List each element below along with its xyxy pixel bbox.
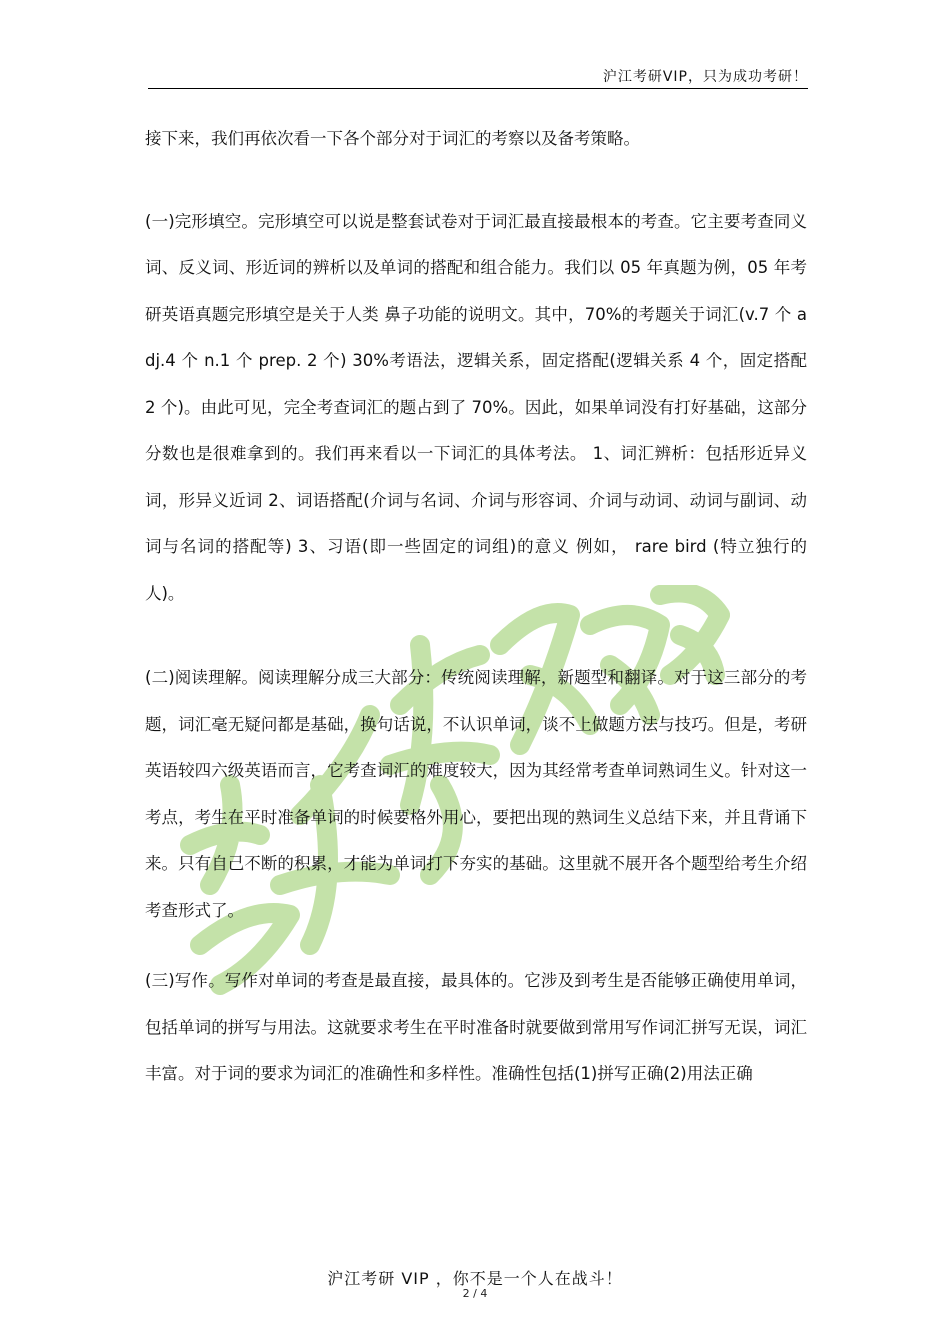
paragraph-cloze: (一)完形填空。完形填空可以说是整套试卷对于词汇最直接最根本的考查。它主要考查同义词、反义词、形近词的辨析以及单词的搭配和组合能力。我们以 05 年真题为例，05 年考研英语真题完形填空是关于人类 鼻子功能的说明文。其中，70%的考题关于词汇(v.7 个 adj.4 个 n.1 个 prep. 2 个) 30%考语法，逻辑关系，固定搭配(逻辑关系 4 个，固定搭配 2 个)。由此可见，完全考查词汇的题占到了 70%。因此，如果单词没有打好基础，这部分分数也是很难拿到的。我们再来看以一下词汇的具体考法。 1、词汇辨析：包括形近异义词，形异义近词 2、词语搭配(介词与名词、介词与形容词、介词与动词、动词与副词、动词与名词的搭配等) 3、习语(即一些固定的词组)的意义 例如， rare bird (特立独行的人)。 — [145, 211, 807, 603]
paragraph-writing: (三)写作。写作对单词的考查是最直接，最具体的。它涉及到考生是否能够正确使用单词，包括单词的拼写与用法。这就要求考生在平时准备时就要做到常用写作词汇拼写无误，词汇丰富。对于词的要求为词汇的准确性和多样性。准确性包括(1)拼写正确(2)用法正确 — [145, 971, 807, 1083]
header-divider — [148, 88, 808, 89]
paragraph-reading: (二)阅读理解。阅读理解分成三大部分：传统阅读理解，新题型和翻译。对于这三部分的考题，词汇毫无疑问都是基础，换句话说，不认识单词，谈不上做题方法与技巧。但是，考研英语较四六级英语而言，它考查词汇的难度较大，因为其经常考查单词熟词生义。针对这一考点，考生在平时准备单词的时候要格外用心，要把出现的熟词生义总结下来，并且背诵下来。只有自己不断的积累，才能为单词打下夯实的基础。这里就不展开各个题型给考生介绍考查形式了。 — [145, 668, 807, 920]
document-body — [145, 116, 807, 1098]
page-number: 2 / 4 — [462, 1287, 488, 1300]
header-slogan: 沪江考研VIP，只为成功考研！ — [602, 69, 808, 85]
footer-slogan: 沪江考研 VIP ，你不是一个人在战斗！ — [327, 1269, 623, 1288]
paragraph-intro: 接下来，我们再依次看一下各个部分对于词汇的考察以及备考策略。 — [145, 129, 640, 148]
